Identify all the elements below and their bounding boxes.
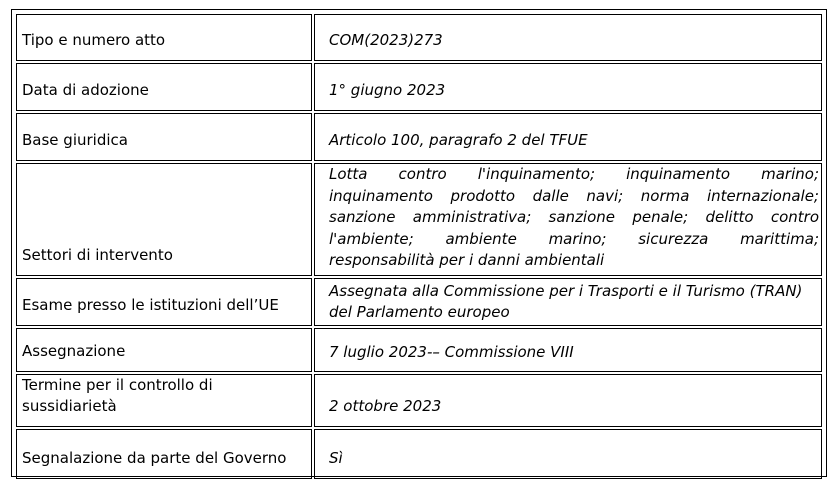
- row-label: Termine per il controllo di sussidiarietà: [16, 374, 312, 427]
- table-row: [16, 14, 822, 61]
- table-row: [16, 163, 822, 276]
- row-value: COM(2023)273: [314, 14, 822, 61]
- row-value: 7 luglio 2023-– Commissione VIII: [314, 328, 822, 372]
- row-value: Assegnata alla Commissione per i Trasporti e il Turismo (TRAN) del Parlamento europeo: [314, 278, 822, 326]
- row-label: Segnalazione da parte del Governo: [16, 429, 312, 479]
- row-value: Lotta contro l'inquinamento; inquinamento marino; inquinamento prodotto dalle navi; norma internazionale; sanzione amministrativa; sanzione penale; delitto contro l'ambiente; ambiente marino; sicurezza marittima; responsabilità per i danni ambientali: [314, 163, 822, 276]
- act-details-table: [14, 12, 824, 481]
- row-label: Base giuridica: [16, 113, 312, 161]
- table-row: [16, 113, 822, 161]
- row-label: Tipo e numero atto: [16, 14, 312, 61]
- table-row: [16, 374, 822, 427]
- row-value: Articolo 100, paragrafo 2 del TFUE: [314, 113, 822, 161]
- row-label: Data di adozione: [16, 63, 312, 111]
- row-label: Assegnazione: [16, 328, 312, 372]
- row-value: 1° giugno 2023: [314, 63, 822, 111]
- table-row: [16, 278, 822, 326]
- row-label: Settori di intervento: [16, 163, 312, 276]
- row-value: 2 ottobre 2023: [314, 374, 822, 427]
- document-frame: [11, 9, 827, 477]
- table-row: [16, 429, 822, 479]
- table-row: [16, 63, 822, 111]
- row-label: Esame presso le istituzioni dell’UE: [16, 278, 312, 326]
- row-value: Sì: [314, 429, 822, 479]
- table-row: [16, 328, 822, 372]
